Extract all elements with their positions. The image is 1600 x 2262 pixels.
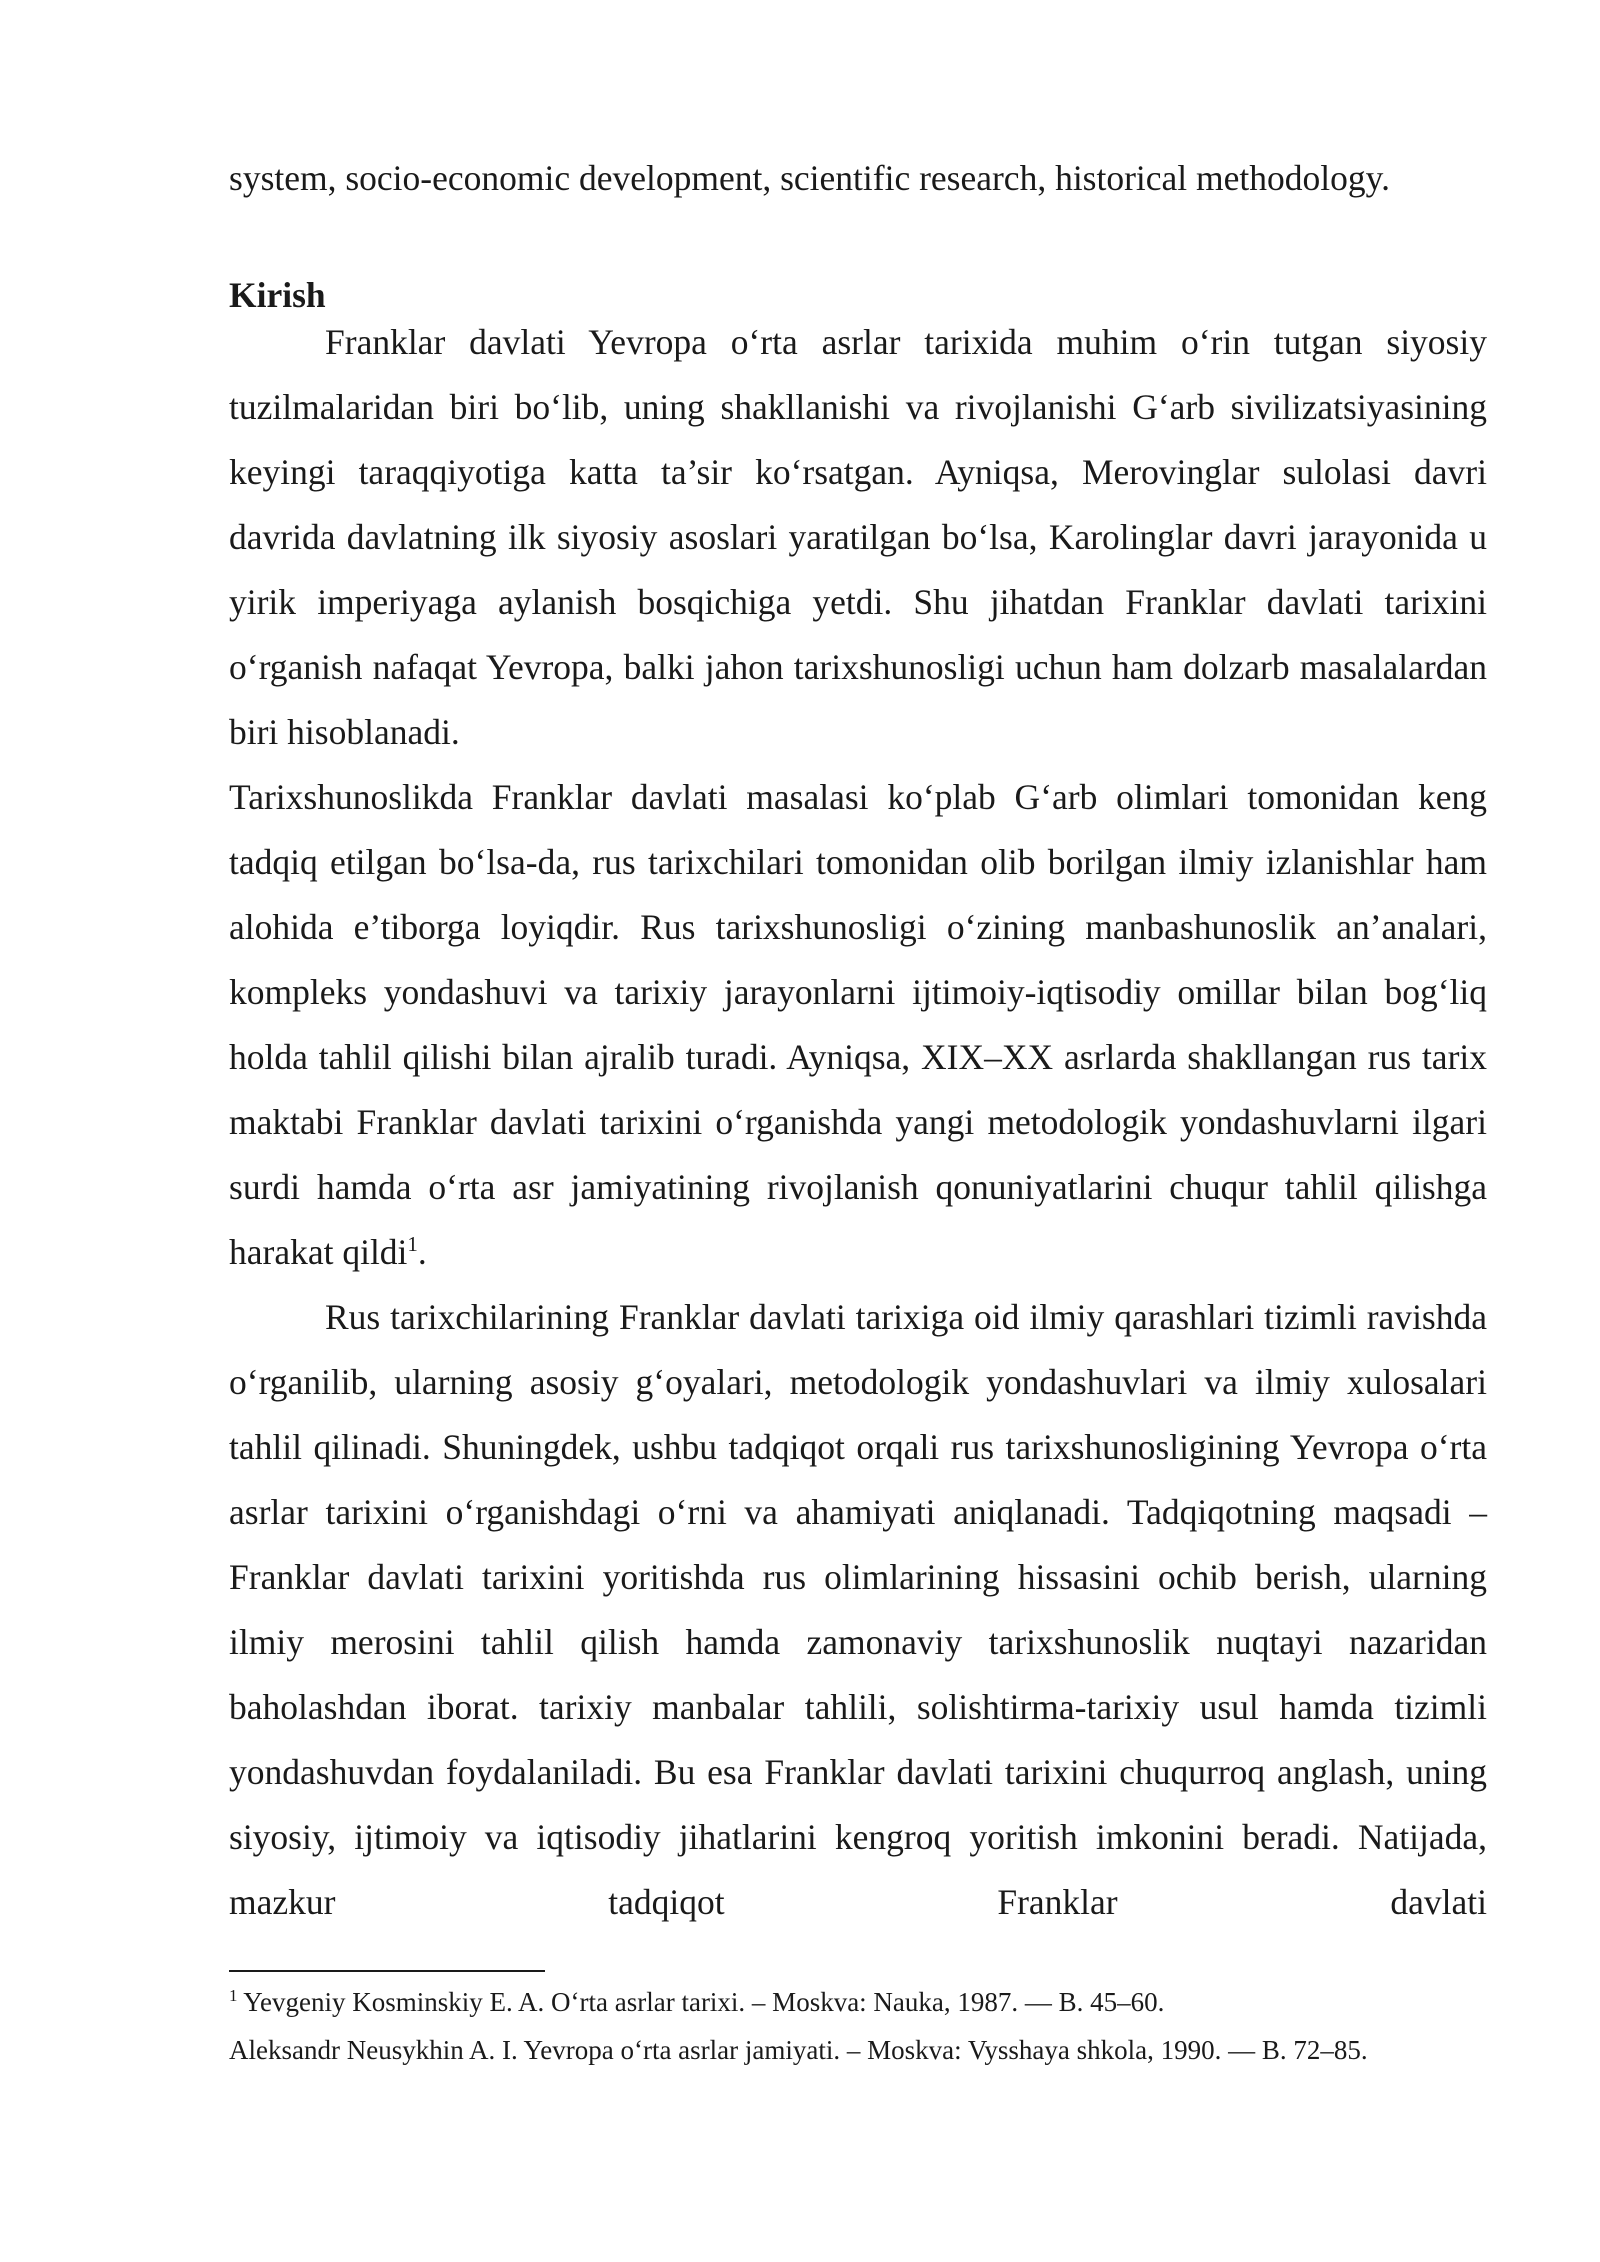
paragraph-historiography-text: Tarixshunoslikda Franklar davlati masalasi ko‘plab G‘arb olimlari tomonidan keng tadqiq etilgan bo‘lsa-da, rus tarixchilari tomonidan olib borilgan ilmiy izlanishlar ham alohida e’tiborga loyiqdir. Rus tarixshunosligi o‘zining manbashunoslik an’analari, kompleks yondashuvi va tarixiy jarayonlarni ijtimoiy-iqtisodiy omillar bilan bog‘liq holda tahlil qilishi bilan ajralib turadi. Ayniqsa, XIX–XX asrlarda shakllangan rus tarix maktabi Franklar davlati tarixini o‘rganishda yangi metodologik yondashuvlarni ilgari surdi hamda o‘rta asr jamiyatining rivojlanish qonuniyatlarini chuqur tahlil qilishga harakat qildi bbox=[229, 777, 1487, 1272]
footnotes bbox=[229, 1970, 1487, 2074]
footnote-1 bbox=[229, 1978, 1487, 2026]
footnote-1-marker: 1 bbox=[229, 1986, 238, 2005]
paragraph-historiography bbox=[229, 765, 1487, 1285]
body-text bbox=[229, 146, 1487, 1935]
section-heading: Kirish bbox=[229, 275, 326, 315]
footnote-separator bbox=[229, 1970, 545, 1972]
keywords-continuation: system, socio-economic development, scientific research, historical methodology. bbox=[229, 158, 1390, 198]
footnote-ref-1[interactable]: 1 bbox=[407, 1232, 418, 1257]
paragraph-aims: Rus tarixchilarining Franklar davlati tarixiga oid ilmiy qarashlari tizimli ravishda o‘rganilib, ularning asosiy g‘oyalari, metodologik yondashuvlari va ilmiy xulosalari tahlil qilinadi. Shuningdek, ushbu tadqiqot orqali rus tarixshunosligining Yevropa o‘rta asrlar tarixini o‘rganishdagi o‘rni va ahamiyati aniqlanadi. Tadqiqotning maqsadi – Franklar davlati tarixini yoritishda rus olimlarining hissasini ochib berish, ularning ilmiy merosini tahlil qilish hamda zamonaviy tarixshunoslik nuqtayi nazaridan baholashdan iborat. tarixiy manbalar tahlili, solishtirma-tarixiy usul hamda tizimli yondashuvdan foydalaniladi. Bu esa Franklar davlati tarixini chuqurroq anglash, uning siyosiy, ijtimoiy va iqtisodiy jihatlarini kengroq yoritish imkonini beradi. Natijada, mazkur tadqiqot Franklar davlati bbox=[229, 1297, 1487, 1922]
footnote-1-text: Yevgeniy Kosminskiy E. A. O‘rta asrlar tarixi. – Moskva: Nauka, 1987. — B. 45–60. bbox=[237, 1987, 1165, 2017]
footnote-2: Aleksandr Neusykhin A. I. Yevropa o‘rta asrlar jamiyati. – Moskva: Vysshaya shkola, 1990. — B. 72–85. bbox=[229, 2035, 1368, 2065]
paragraph-historiography-end: . bbox=[417, 1232, 427, 1272]
paragraph-intro: Franklar davlati Yevropa o‘rta asrlar tarixida muhim o‘rin tutgan siyosiy tuzilmalaridan biri bo‘lib, uning shakllanishi va rivojlanishi G‘arb sivilizatsiyasining keyingi taraqqiyotiga katta ta’sir ko‘rsatgan. Ayniqsa, Merovinglar sulolasi davri davrida davlatning ilk siyosiy asoslari yaratilgan bo‘lsa, Karolinglar davri jarayonida u yirik imperiyaga aylanish bosqichiga yetdi. Shu jihatdan Franklar davlati tarixini o‘rganish nafaqat Yevropa, balki jahon tarixshunosligi uchun ham dolzarb masalalardan biri hisoblanadi. bbox=[229, 322, 1487, 752]
